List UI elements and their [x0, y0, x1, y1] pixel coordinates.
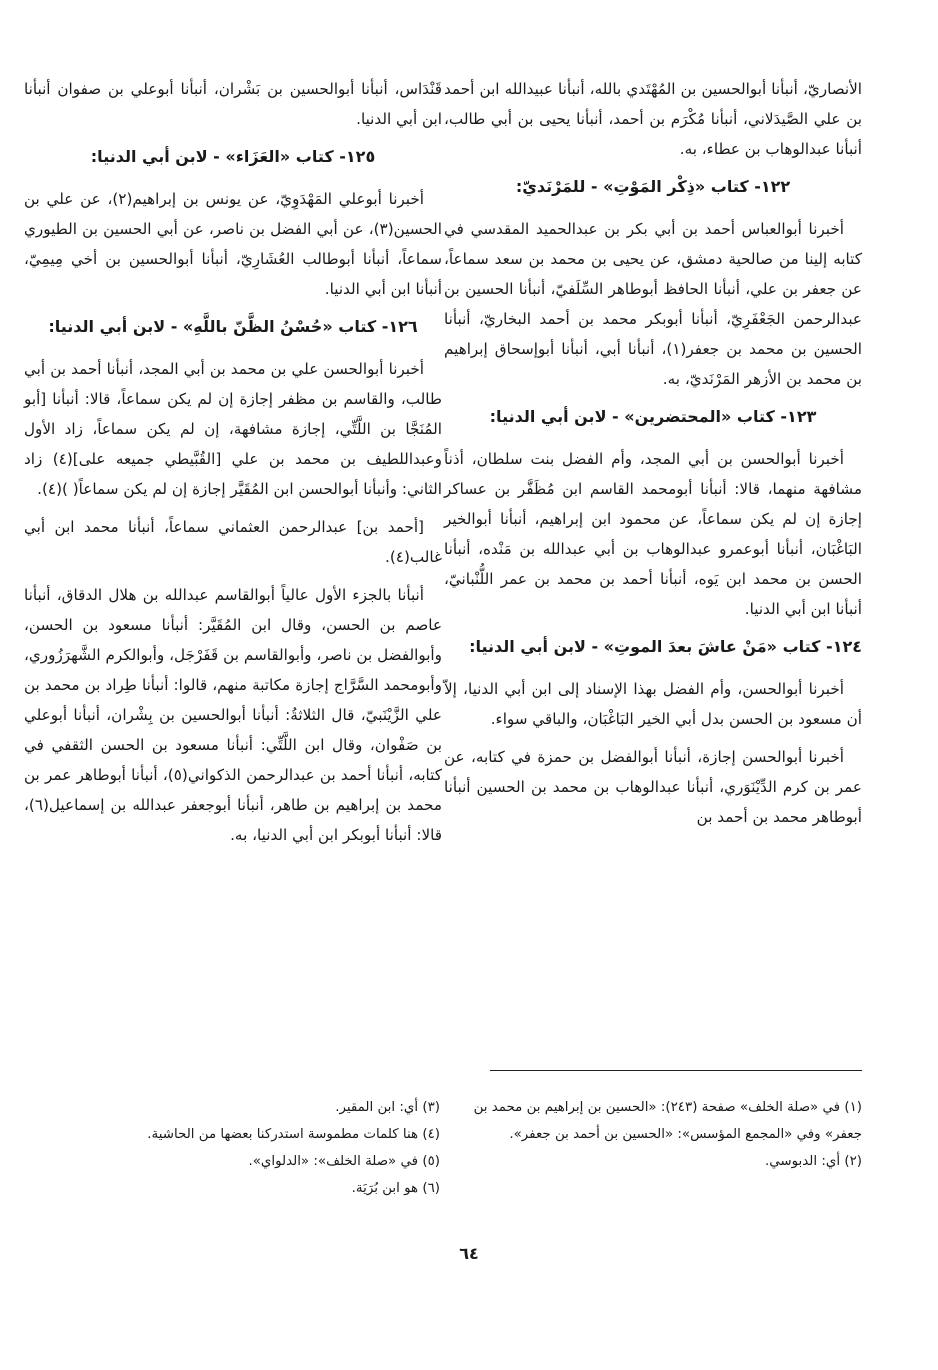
paragraph-book-126-c: أنبأنا بالجزء الأول عالياً أبوالقاسم عبدالله بن هلال الدقاق، أنبأنا عاصم بن الحسن، وقال ابن المُقَيَّر: أنبأنا مسعود بن الحسن، وأبوالفضل بن ناصر، وأبوالقاسم بن قَفَرْجَل، وأبوالكرم الشَّهرَزُوري، وأبومحمد السَّرَّاج إجازة مكاتبة منهم، قالوا: أنبأنا طِراد بن محمد بن علي الزَّيْنَبيّ، قال الثلاثةُ: أنبأنا أبوالحسين بن بِشْران، أنبأنا أبوعلي بن صَفْوان، وقال ابن اللَّتِّي: أنبأنا مسعود بن الحسن الثقفي في كتابه، أنبأنا أحمد بن عبدالرحمن الذكواني(٥)، أنبأنا أبوطاهر عمر بن محمد بن إبراهيم بن طاهر، أنبأنا أبوجعفر عبدالله بن إسماعيل(٦)، قالا: أنبأنا أبوبكر ابن أبي الدنيا، به. [24, 586, 442, 844]
footnotes-left [40, 1094, 440, 1202]
paragraph-book-125: أخبرنا أبوعلي المَهْدَوِيّ، عن يونس بن إبراهيم(٢)، عن علي بن الحسين(٣)، عن أبي الفضل بن ناصر، عن أبي الحسين بن الطيوري سماعاً، أنبأنا أبوطالب العُشَارِيّ، أنبأنا أبوالحسين بن أخي مِيمِيّ، أنبأنا ابن أبي الدنيا. [24, 190, 442, 298]
right-column [444, 74, 862, 840]
left-column [24, 74, 442, 858]
footnote-2: (٢) أي: الدبوسي. [765, 1154, 862, 1169]
heading-book-125: ١٢٥- كتاب «العَزَاء» - لابن أبي الدنيا: [90, 147, 376, 166]
footnotes-right [452, 1094, 862, 1175]
footnote-1: (١) في «صلة الخلف» صفحة (٢٤٣): «الحسين بن إبراهيم بن محمد بن جعفر» وفي «المجمع المؤسس»: «الحسين بن أحمد بن جعفر». [473, 1100, 862, 1142]
footnote-3: (٣) أي: ابن المقير. [335, 1100, 440, 1115]
footnote-5: (٥) في «صلة الخلف»: «الدلواي». [248, 1154, 440, 1169]
heading-book-123: ١٢٣- كتاب «المحتضرين» - لابن أبي الدنيا: [489, 407, 817, 426]
paragraph-book-123: أخبرنا أبوالحسن بن أبي المجد، وأم الفضل بنت سلطان، أذناً مشافهة منهما، قالا: أنبأنا أبومحمد القاسم ابن مُظَفَّر بن عساكر إجازة إن لم يكن سماعاً، عن محمود ابن إبراهيم، أنبأنا أبوالخير البَاغْبَان، أنبأنا أبوعمرو عبدالوهاب بن أبي عبدالله بن مَنْده، أنبأنا الحسن بن محمد ابن يَوه، أنبأنا أحمد بن محمد بن عمر اللُّنْبانيّ، أنبأنا ابن أبي الدنيا. [444, 450, 862, 618]
paragraph-book-122: أخبرنا أبوالعباس أحمد بن أبي بكر بن عبدالحميد المقدسي في كتابه إلينا من صالحية دمشق، عن يحيى بن محمد بن سعد سماعاً، عن جعفر بن علي، أنبأنا الحافظ أبوطاهر السِّلَفيّ، أنبأنا الحسين بن عبدالرحمن الجَعْفَرِيّ، أنبأنا أبوبكر محمد بن أحمد البخاريّ، أنبأنا الحسين بن محمد بن جعفر(١)، أنبأنا أبي، أنبأنا أبوإسحاق إبراهيم بن محمد بن الأزهر المَرْنَديّ، به. [444, 220, 862, 388]
paragraph-book-124-b: أخبرنا أبوالحسن إجازة، أنبأنا أبوالفضل بن حمزة في كتابه، عن عمر بن كرم الدِّيْنَوَري، أنبأنا عبدالوهاب بن محمد بن الحسين أنبأنا أبوطاهر محمد بن أحمد بن [444, 748, 862, 826]
heading-book-124: ١٢٤- كتاب «مَنْ عاشَ بعدَ الموتِ» - لابن أبي الدنيا: [469, 637, 862, 656]
paragraph-continuation: قَنْدَاس، أنبأنا أبوالحسين بن بَشْران، أنبأنا أبوعلي بن صفوان أنبأنا ابن أبي الدنيا. [24, 80, 442, 128]
heading-book-126: ١٢٦- كتاب «حُسْنُ الظَّنّ باللَّهِ» - لابن أبي الدنيا: [48, 317, 418, 336]
footnote-6: (٦) هو ابن بُرَيَة. [351, 1181, 440, 1196]
paragraph-book-124-a: أخبرنا أبوالحسن، وأم الفضل بهذا الإسناد إلى ابن أبي الدنيا، إلاّ أن مسعود بن الحسن بدل أبي الخير البَاغْبَان، والباقي سواء. [444, 680, 862, 728]
footnote-4: (٤) هنا كلمات مطموسة استدركنا بعضها من الحاشية. [147, 1127, 440, 1142]
heading-book-122: ١٢٢- كتاب «ذِكْر المَوْتِ» - للمَرْنَديّ: [515, 177, 791, 196]
page-number: ٦٤ [459, 1244, 479, 1263]
paragraph-book-126-a: أخبرنا أبوالحسن علي بن محمد بن أبي المجد، أنبأنا أحمد بن أبي طالب، والقاسم بن مظفر إجازة إن لم يكن سماعاً، قالا: أنبأنا [أبو المُنَجَّا بن اللَّتِّي، إجازة مشافهة، إن لم يكن سماعاً، زاد الأول وعبداللطيف بن محمد بن علي [القُبَّيطي جميعه على](٤) زاد الثاني: وأنبأنا أبوالحسن ابن المُقَيَّر إجازة إن لم يكن سماعاً( )(٤). [24, 360, 442, 498]
paragraph-continuation: الأنصاريّ، أنبأنا أبوالحسين بن المُهْتَدي بالله، أنبأنا عبيدالله ابن أحمد بن علي الصَّيدَلاني، أنبأنا مُكْرَم بن أحمد، أنبأنا يحيى بن أبي طالب، أنبأنا عبدالوهاب بن عطاء، به. [444, 80, 862, 158]
footnote-divider [490, 1070, 862, 1071]
paragraph-book-126-b: [أحمد بن] عبدالرحمن العثماني سماعاً، أنبأنا محمد ابن أبي غالب(٤). [24, 518, 442, 566]
